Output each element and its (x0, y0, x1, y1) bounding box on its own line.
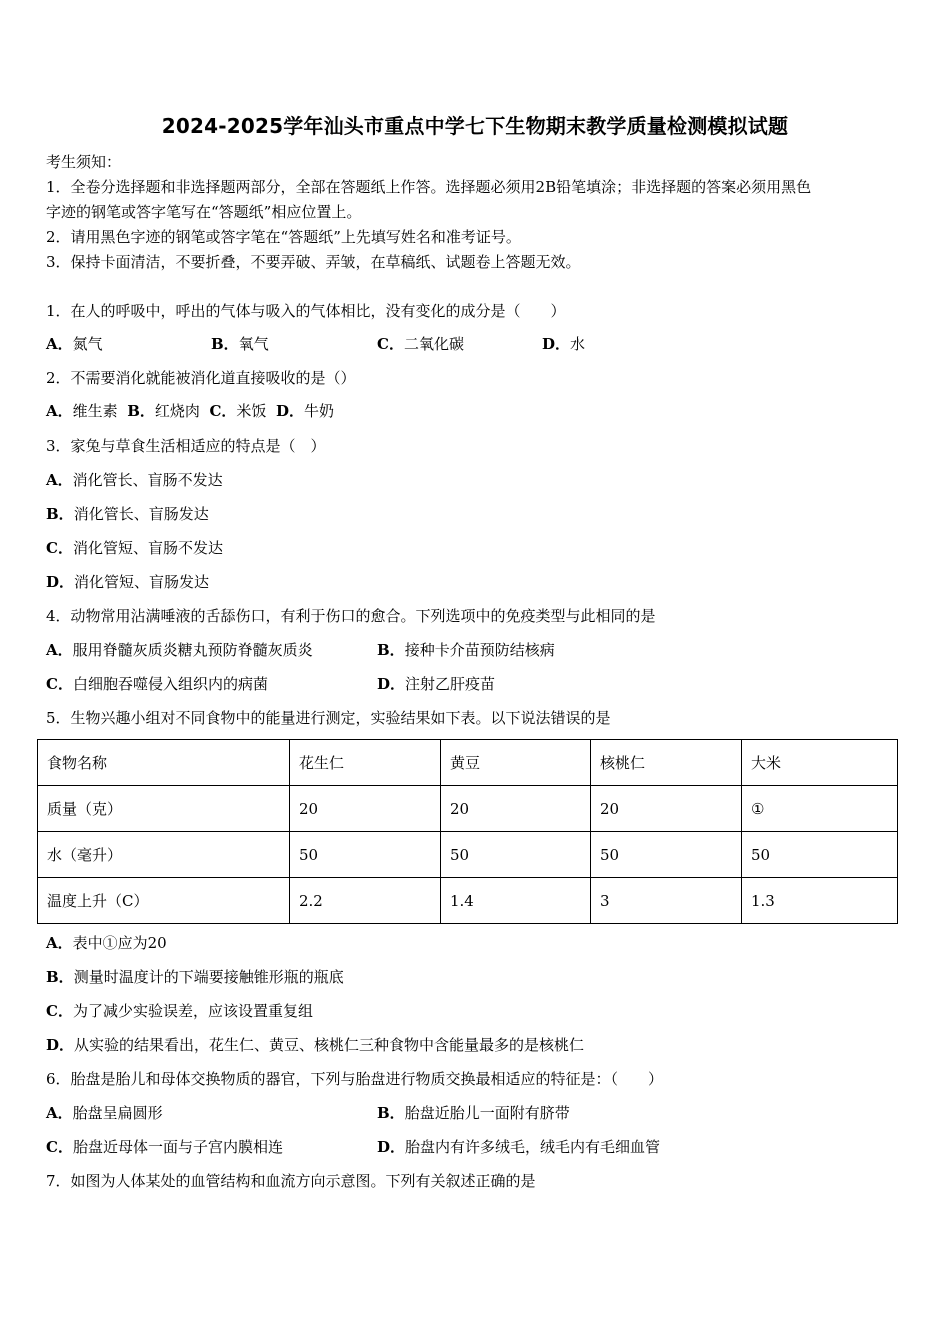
q2-stem: 2．不需要消化就能被消化道直接吸收的是（） (46, 369, 356, 387)
option-label: D． (377, 1138, 406, 1156)
option-label: B． (46, 505, 74, 523)
option-text: 红烧肉 (154, 402, 200, 420)
option-text: 消化管短、盲肠不发达 (72, 539, 223, 557)
option-text: 胎盘呈扁圆形 (72, 1104, 163, 1122)
option-label: D． (46, 573, 75, 591)
notice-heading: 考生须知： (46, 153, 122, 171)
q5-option-b (46, 966, 344, 988)
option-text: 白细胞吞噬侵入组织内的病菌 (72, 675, 268, 693)
q7-stem: 7．如图为人体某处的血管结构和血流方向示意图。下列有关叙述正确的是 (46, 1172, 536, 1190)
option-label: C． (46, 1002, 73, 1020)
table-row (38, 878, 898, 924)
option-label: C． (209, 402, 237, 420)
table-cell: 50 (441, 832, 591, 878)
q5-option-c (46, 1000, 313, 1022)
option-label: A． (46, 402, 73, 420)
option-label: A． (46, 335, 73, 353)
option-label: A． (46, 471, 73, 489)
table-header-cell: 食物名称 (38, 740, 290, 786)
option-text: 接种卡介苗预防结核病 (404, 641, 555, 659)
table-cell: 2.2 (290, 878, 441, 924)
option-text: 牛奶 (303, 402, 334, 420)
table-header-cell: 花生仁 (290, 740, 441, 786)
option-label: D． (542, 335, 571, 353)
notice-line-1b: 字迹的钢笔或答字笔写在“答题纸”相应位置上。 (46, 203, 362, 221)
option-text: 水 (570, 335, 586, 353)
notice-line-2: 2．请用黑色字迹的钢笔或答字笔在“答题纸”上先填写姓名和准考证号。 (46, 228, 521, 246)
option-label: B． (377, 641, 405, 659)
q3-option-a (46, 469, 223, 491)
q6-option-b (377, 1102, 570, 1124)
option-label: B． (127, 402, 155, 420)
q1-option-a (46, 333, 103, 355)
q5-stem: 5．生物兴趣小组对不同食物中的能量进行测定，实验结果如下表。以下说法错误的是 (46, 709, 611, 727)
option-label: C． (377, 335, 404, 353)
table-cell: 20 (591, 786, 742, 832)
option-text: 消化管长、盲肠发达 (73, 505, 209, 523)
q1-stem: 1．在人的呼吸中，呼出的气体与吸入的气体相比，没有变化的成分是（ ） (46, 302, 566, 320)
option-label: C． (46, 675, 73, 693)
table-cell: 1.4 (441, 878, 591, 924)
q4-option-d (377, 673, 495, 695)
option-label: B． (46, 968, 74, 986)
notice-line-3: 3．保持卡面清洁，不要折叠，不要弄破、弄皱，在草稿纸、试题卷上答题无效。 (46, 253, 581, 271)
table-cell: 3 (591, 878, 742, 924)
option-text: 从实验的结果看出，花生仁、黄豆、核桃仁三种食物中含能量最多的是核桃仁 (74, 1036, 585, 1054)
option-text: 表中①应为20 (72, 934, 167, 952)
q6-option-d (377, 1136, 660, 1158)
table-cell: 50 (591, 832, 742, 878)
table-header-cell: 核桃仁 (591, 740, 742, 786)
q5-option-d (46, 1034, 584, 1056)
q1-option-c (377, 333, 464, 355)
table-row (38, 786, 898, 832)
q3-stem: 3．家兔与草食生活相适应的特点是（ ） (46, 437, 326, 455)
option-text: 米饭 (236, 402, 267, 420)
option-label: D． (46, 1036, 75, 1054)
notice-line-1a: 1．全卷分选择题和非选择题两部分，全部在答题纸上作答。选择题必须用2B铅笔填涂；非选择题的答案必须用黑色 (46, 178, 812, 196)
table-cell: 50 (742, 832, 898, 878)
q3-option-c (46, 537, 223, 559)
table-cell: 50 (290, 832, 441, 878)
table-cell: ① (742, 786, 898, 832)
table-header-row (38, 740, 898, 786)
table-header-cell: 大米 (742, 740, 898, 786)
q5-option-a (46, 932, 167, 954)
q1-option-d (542, 333, 585, 355)
option-text: 注射乙肝疫苗 (405, 675, 496, 693)
option-text: 维生素 (72, 402, 118, 420)
option-text: 为了减少实验误差，应该设置重复组 (72, 1002, 313, 1020)
q4-option-a (46, 639, 313, 661)
q4-option-b (377, 639, 555, 661)
q3-option-d (46, 571, 209, 593)
energy-table (37, 739, 898, 924)
option-label: C． (46, 1138, 73, 1156)
option-label: D． (377, 675, 406, 693)
q4-option-c (46, 673, 268, 695)
option-text: 消化管短、盲肠发达 (74, 573, 210, 591)
option-text: 氧气 (238, 335, 269, 353)
table-cell: 1.3 (742, 878, 898, 924)
table-cell: 20 (441, 786, 591, 832)
option-label: C． (46, 539, 73, 557)
option-text: 胎盘近胎儿一面附有脐带 (404, 1104, 570, 1122)
option-label: A． (46, 1104, 73, 1122)
table-cell: 20 (290, 786, 441, 832)
option-text: 氮气 (72, 335, 103, 353)
table-cell: 质量（克） (38, 786, 290, 832)
table-header-cell: 黄豆 (441, 740, 591, 786)
q1-option-b (211, 333, 269, 355)
q4-stem: 4．动物常用沾满唾液的舌舔伤口，有利于伤口的愈合。下列选项中的免疫类型与此相同的是 (46, 607, 656, 625)
exam-title: 2024-2025学年汕头市重点中学七下生物期末教学质量检测模拟试题 (161, 114, 789, 138)
q6-stem: 6．胎盘是胎儿和母体交换物质的器官，下列与胎盘进行物质交换最相适应的特征是：（ ） (46, 1070, 664, 1088)
option-label: B． (377, 1104, 405, 1122)
q3-option-b (46, 503, 209, 525)
option-text: 胎盘近母体一面与子宫内膜相连 (72, 1138, 283, 1156)
table-cell: 温度上升（C） (38, 878, 290, 924)
table-row (38, 832, 898, 878)
table-cell: 水（毫升） (38, 832, 290, 878)
option-label: A． (46, 934, 73, 952)
q6-option-a (46, 1102, 163, 1124)
q2-options (46, 400, 334, 422)
option-text: 消化管长、盲肠不发达 (72, 471, 223, 489)
option-text: 二氧化碳 (403, 335, 464, 353)
option-text: 服用脊髓灰质炎糖丸预防脊髓灰质炎 (72, 641, 313, 659)
option-label: D． (275, 402, 304, 420)
option-label: A． (46, 641, 73, 659)
option-text: 胎盘内有许多绒毛，绒毛内有毛细血管 (405, 1138, 661, 1156)
option-label: B． (211, 335, 239, 353)
option-text: 测量时温度计的下端要接触锥形瓶的瓶底 (73, 968, 344, 986)
q6-option-c (46, 1136, 283, 1158)
